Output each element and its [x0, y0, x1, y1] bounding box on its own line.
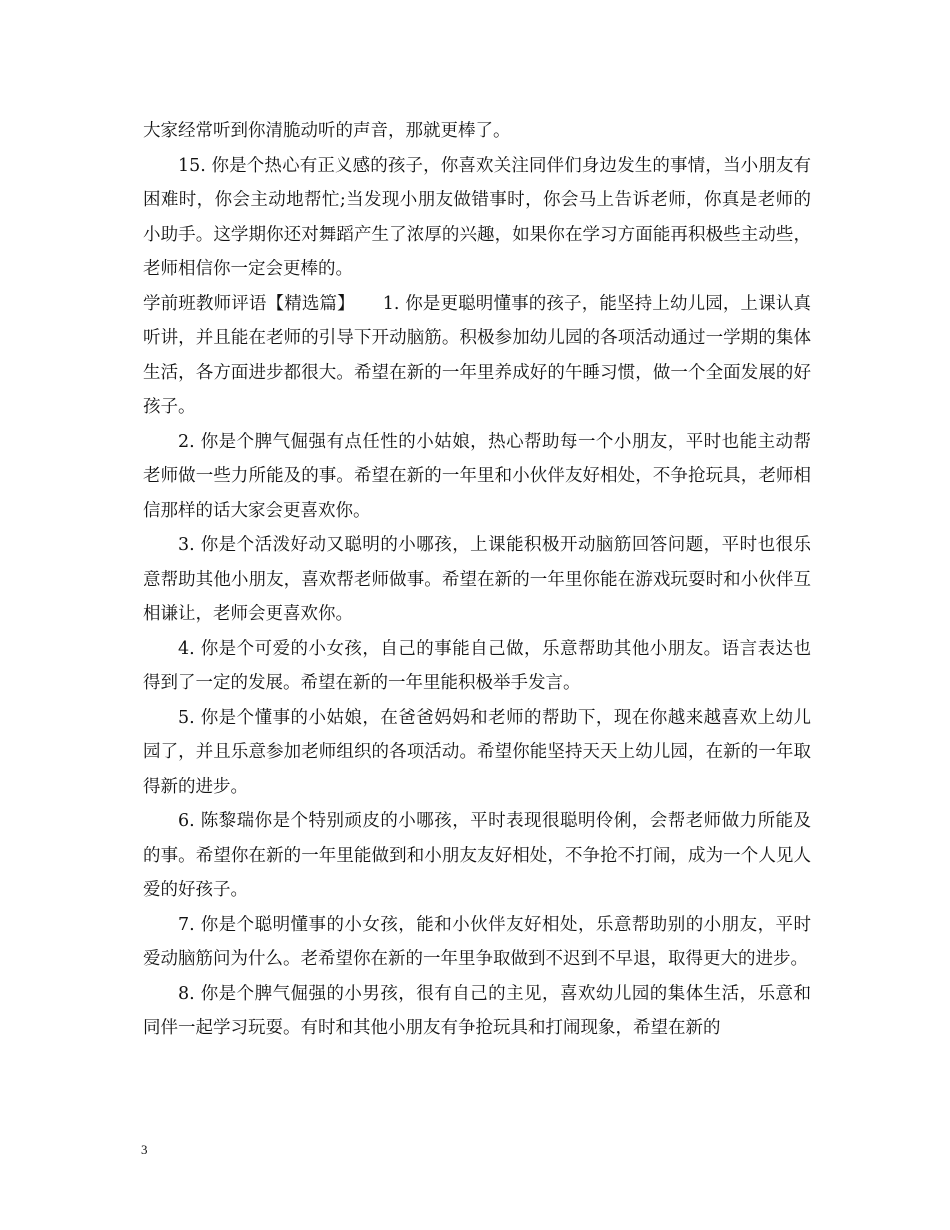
page-number: 3 [141, 1142, 148, 1157]
section-title: 学前班教师评语【精选篇】 [143, 293, 355, 314]
document-body [143, 114, 811, 1046]
paragraph-item-5: 5. 你是个懂事的小姑娘，在爸爸妈妈和老师的帮助下，现在你越来越喜欢上幼儿园了，并且乐意参加老师组织的各项活动。希望你能坚持天天上幼儿园，在新的一年取得新的进步。 [143, 707, 811, 797]
paragraph-item-4: 4. 你是个可爱的小女孩，自己的事能自己做，乐意帮助其他小朋友。语言表达也得到了一定的发展。希望在新的一年里能积极举手发言。 [143, 638, 811, 693]
paragraph-item-15: 15. 你是个热心有正义感的孩子，你喜欢关注同伴们身边发生的事情，当小朋友有困难时，你会主动地帮忙;当发现小朋友做错事时，你会马上告诉老师，你真是老师的小助手。这学期你还对舞蹈产生了浓厚的兴趣，如果你在学习方面能再积极些主动些，老师相信你一定会更棒的。 [143, 155, 811, 279]
paragraph-item-3: 3. 你是个活泼好动又聪明的小哪孩，上课能积极开动脑筋回答问题，平时也很乐意帮助其他小朋友，喜欢帮老师做事。希望在新的一年里你能在游戏玩耍时和小伙伴互相谦让，老师会更喜欢你。 [143, 535, 811, 624]
section-paragraph-item-1 [143, 287, 811, 425]
paragraph-item-2: 2. 你是个脾气倔强有点任性的小姑娘，热心帮助每一个小朋友，平时也能主动帮老师做一些力所能及的事。希望在新的一年里和小伙伴友好相处，不争抢玩具，老师相信那样的话大家会更喜欢你。 [143, 431, 811, 521]
paragraph-item-6: 6. 陈黎瑞你是个特别顽皮的小哪孩，平时表现很聪明伶俐，会帮老师做力所能及的事。希望你在新的一年里能做到和小朋友友好相处，不争抢不打闹，成为一个人见人爱的好孩子。 [143, 811, 811, 900]
paragraph-item-7: 7. 你是个聪明懂事的小女孩，能和小伙伴友好相处，乐意帮助别的小朋友，平时爱动脑筋问为什么。老希望你在新的一年里争取做到不迟到不早退，取得更大的进步。 [143, 914, 811, 969]
paragraph-item-8: 8. 你是个脾气倔强的小男孩，很有自己的主见，喜欢幼儿园的集体生活，乐意和同伴一起学习玩耍。有时和其他小朋友有争抢玩具和打闹现象，希望在新的 [143, 983, 811, 1038]
paragraph-continuation: 大家经常听到你清脆动听的声音，那就更棒了。 [143, 121, 511, 141]
paragraph-item-1: 1. 你是更聪明懂事的孩子，能坚持上幼儿园，上课认真听讲，并且能在老师的引导下开动脑筋。积极参加幼儿园的各项活动通过一学期的集体生活，各方面进步都很大。希望在新的一年里养成好的午睡习惯，做一个全面发展的好孩子。 [143, 293, 811, 417]
